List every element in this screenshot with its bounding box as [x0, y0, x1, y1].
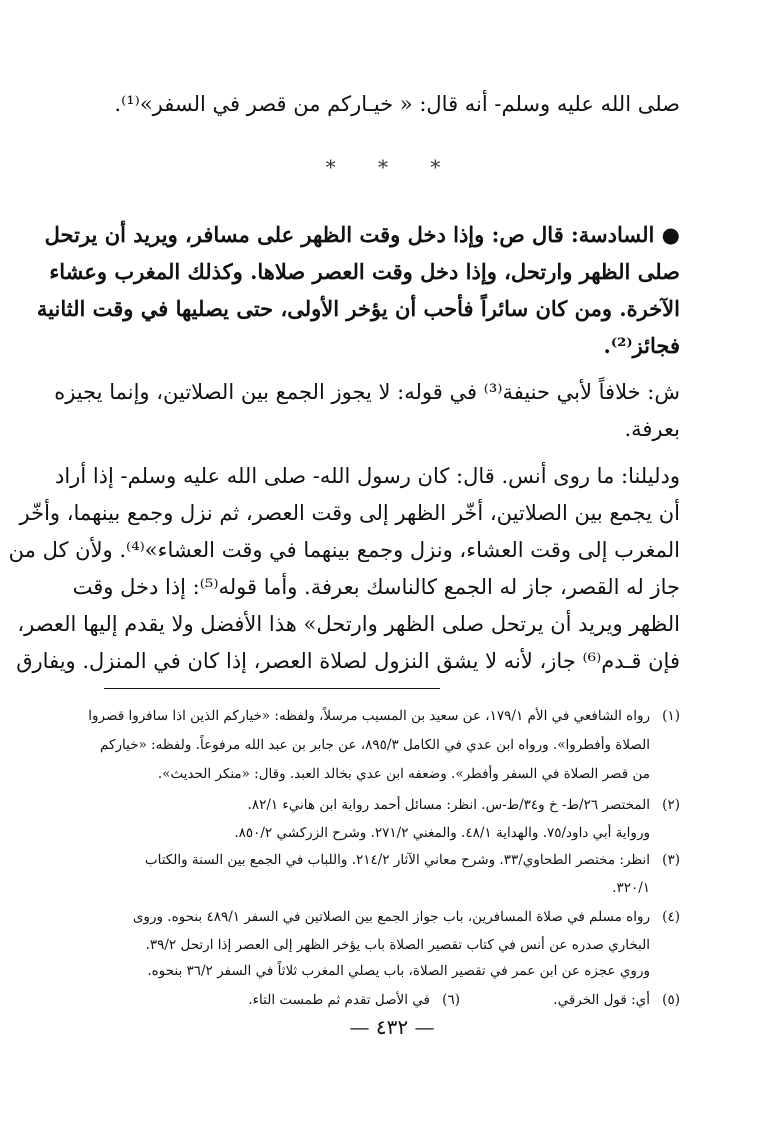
section-divider-stars: * * *	[325, 155, 459, 179]
text-line-5: فجائز⁽²⁾.	[603, 333, 680, 358]
text-line-3: صلى الظهر وارتحل، وإذا دخل وقت العصر صلاها. وكذلك المغرب وعشاء	[49, 259, 680, 284]
footnote-2-cont-1: ورواية أبي داود/٧٥. والهداية ٤٨/١. والمغني ٢٧١/٢. وشرح الزركشي ٨٥٠/٢.	[234, 825, 650, 841]
footnote-text: رواه الشافعي في الأم ١٧٩/١، عن سعيد بن المسيب مرسلاً، ولفظه: «خياركم الذين اذا سافروا قصروا	[88, 708, 650, 724]
footnote-text: المختصر ٢٦/ط- خ و٣٤/ط-س. انظر: مسائل أحمد رواية ابن هانيء ٨٢/١.	[247, 797, 650, 813]
footnote-separator	[104, 688, 440, 689]
text-line-7: بعرفة.	[624, 417, 680, 441]
text-line-6: ش: خلافاً لأبي حنيفة⁽³⁾ في قوله: لا يجوز الجمع بين الصلاتين، وإنما يجيزه	[54, 380, 680, 404]
footnote-4	[104, 909, 680, 925]
text-line-12: الظهر ويريد أن يرتحل صلى الظهر وارتحل» هذا الأفضل ولا يقدم إليها العصر،	[17, 612, 680, 636]
text-line-9: أن يجمع بين الصلاتين، أخّر الظهر إلى وقت العصر، ثم نزل وجمع بينهما، وأخّر	[19, 501, 680, 525]
footnote-3-cont-1: ٣٢٠/١.	[612, 880, 650, 896]
text-line-8: ودليلنا: ما روى أنس. قال: كان رسول الله- صلى الله عليه وسلم- إذا أراد	[55, 464, 680, 488]
text-line-4: الآخرة. ومن كان سائراً فأحب أن يؤخر الأولى، حتى يصليها في وقت الثانية	[36, 296, 680, 321]
footnote-text: أي: قول الخرقي.	[553, 992, 650, 1008]
footnote-text: في الأصل تقدم ثم طمست التاء.	[248, 992, 430, 1008]
footnote-1	[88, 708, 680, 724]
footnote-number: (٦)	[442, 992, 460, 1008]
footnote-number: (٥)	[662, 992, 680, 1008]
footnote-3	[104, 852, 680, 868]
page-number: — ٤٣٢ —	[349, 1015, 435, 1039]
footnote-text: انظر: مختصر الطحاوي/٣٣. وشرح معاني الآثار ٢١٤/٢. واللباب في الجمع بين السنة والكتاب	[144, 852, 650, 868]
footnote-4-cont-1: البخاري صدره عن أنس في كتاب تقصير الصلاة باب يؤخر الظهر إلى العصر إذا ارتحل ٣٩/٢.	[145, 937, 650, 953]
footnote-text: رواه مسلم في صلاة المسافرين، باب جواز الجمع بين الصلاتين في السفر ٤٨٩/١ بنحوه. وروى	[132, 909, 650, 925]
footnote-number: (٢)	[662, 797, 680, 813]
text-line-13: فإن قـدم⁽⁶⁾ جاز، لأنه لا يشق النزول لصلاة العصر، إذا كان في المنزل. ويفارق	[16, 649, 680, 673]
footnote-number: (٣)	[662, 852, 680, 868]
footnote-1-cont-2: من قصر الصلاة في السفر وأفطر». وضعفه ابن عدي بخالد العبد. وقال: «منكر الحديث».	[157, 766, 650, 782]
footnote-number: (٤)	[662, 909, 680, 925]
footnote-number: (١)	[662, 708, 680, 724]
footnote-4-cont-2: وروي عجزه عن ابن عمر في تقصير الصلاة، باب يصلي المغرب ثلاثاً في السفر ٣٦/٢ بنحوه.	[147, 963, 650, 979]
text-line-11: جاز له القصر، جاز له الجمع كالناسك بعرفة. وأما قوله⁽⁵⁾: إذا دخل وقت	[72, 575, 680, 599]
footnote-1-cont-1: الصلاة وأفطروا». ورواه ابن عدي في الكامل ٨٩٥/٣، عن جابر بن عبد الله مرفوعاً. ولفظه: «خياركم	[100, 737, 650, 753]
text-line-1: صلى الله عليه وسلم- أنه قال: « خيـاركم من قصر في السفر»⁽¹⁾.	[114, 92, 680, 116]
text-line-10: المغرب إلى وقت العشاء، ونزل وجمع بينهما في وقت العشاء»⁽⁴⁾. ولأن كل من	[8, 538, 680, 562]
footnote-2	[104, 797, 680, 813]
text-line-2: ● السادسة: قال ص: وإذا دخل وقت الظهر على مسافر، ويريد أن يرتحل	[44, 222, 680, 247]
footnotes-5-6	[104, 992, 680, 1008]
